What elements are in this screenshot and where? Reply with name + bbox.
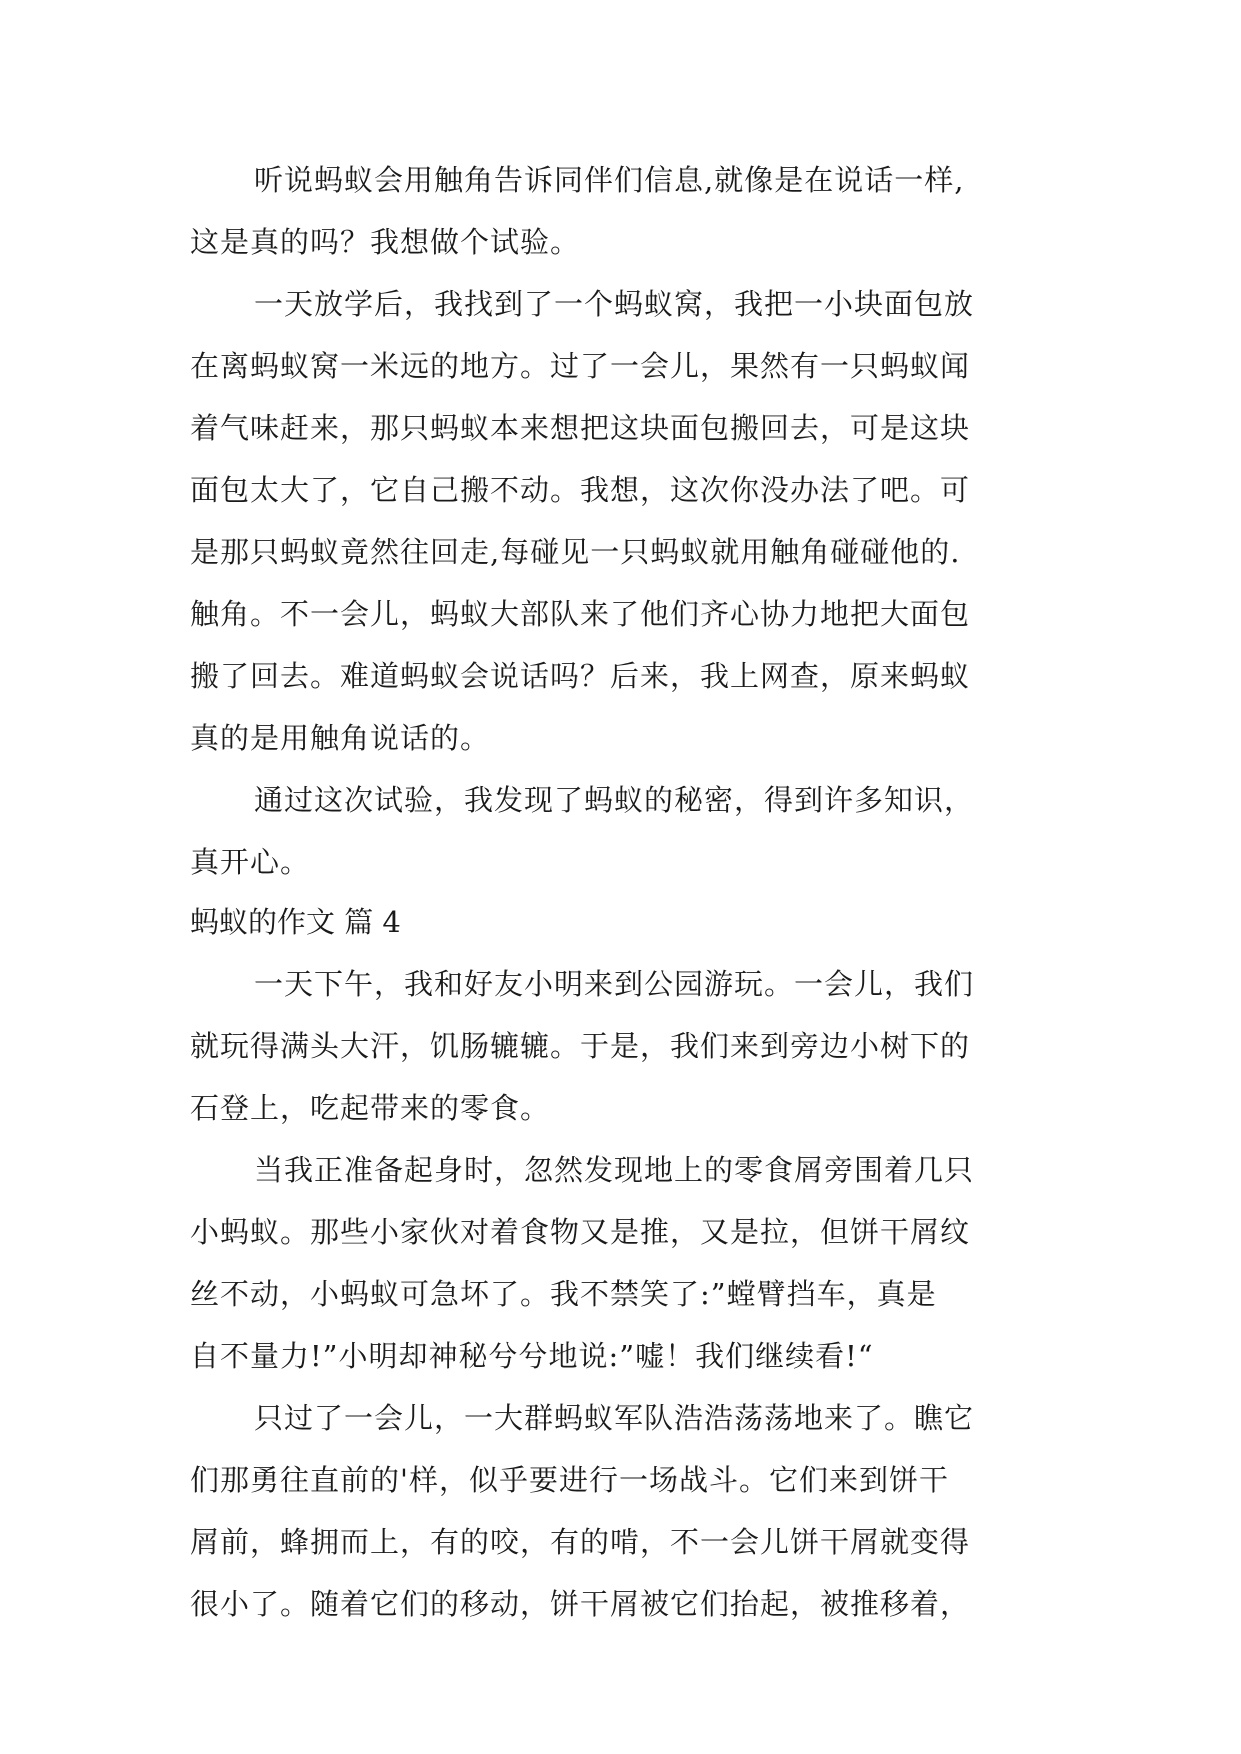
paragraph-line: 就玩得满头大汗，饥肠辘辘。于是，我们来到旁边小树下的 [190, 1029, 971, 1063]
paragraph-line: 丝不动，小蚂蚁可急坏了。我不禁笑了:”螳臂挡车，真是 [190, 1277, 937, 1311]
paragraph-line: 一天下午，我和好友小明来到公园游玩。一会儿，我们 [254, 967, 975, 1001]
paragraph-line: 着气味赶来，那只蚂蚁本来想把这块面包搬回去，可是这块 [190, 411, 971, 445]
paragraph-line: 搬了回去。难道蚂蚁会说话吗？后来，我上网查，原来蚂蚁 [190, 659, 971, 693]
paragraph-line: 们那勇往直前的'样，似乎要进行一场战斗。它们来到饼干 [190, 1463, 949, 1497]
paragraph-line: 触角。不一会儿，蚂蚁大部队来了他们齐心协力地把大面包 [190, 597, 971, 631]
paragraph-line: 只过了一会儿，一大群蚂蚁军队浩浩荡荡地来了。瞧它 [254, 1401, 975, 1435]
paragraph-line: 面包太大了，它自己搬不动。我想，这次你没办法了吧。可 [190, 473, 971, 507]
paragraph-line: 自不量力!”小明却神秘兮兮地说:”嘘！我们继续看!“ [190, 1339, 874, 1373]
section-heading: 蚂蚁的作文 篇 4 [190, 905, 401, 939]
paragraph-line: 真开心。 [190, 845, 311, 879]
paragraph-line: 是那只蚂蚁竟然往回走,每碰见一只蚂蚁就用触角碰碰他的. [190, 535, 961, 569]
paragraph-line: 屑前，蜂拥而上，有的咬，有的啃，不一会儿饼干屑就变得 [190, 1525, 971, 1559]
paragraph-line: 小蚂蚁。那些小家伙对着食物又是推，又是拉，但饼干屑纹 [190, 1215, 971, 1249]
paragraph-line: 一天放学后，我找到了一个蚂蚁窝，我把一小块面包放 [254, 287, 975, 321]
paragraph-line: 真的是用触角说话的。 [190, 721, 491, 755]
paragraph-line: 在离蚂蚁窝一米远的地方。过了一会儿，果然有一只蚂蚁闻 [190, 349, 971, 383]
paragraph-line: 当我正准备起身时，忽然发现地上的零食屑旁围着几只 [254, 1153, 975, 1187]
paragraph-line: 听说蚂蚁会用触角告诉同伴们信息,就像是在说话一样, [254, 163, 965, 197]
paragraph-line: 石登上，吃起带来的零食。 [190, 1091, 551, 1125]
paragraph-line: 这是真的吗？我想做个试验。 [190, 225, 581, 259]
paragraph-line: 通过这次试验，我发现了蚂蚁的秘密，得到许多知识， [254, 783, 975, 817]
paragraph-line: 很小了。随着它们的移动，饼干屑被它们抬起，被推移着， [190, 1587, 971, 1621]
